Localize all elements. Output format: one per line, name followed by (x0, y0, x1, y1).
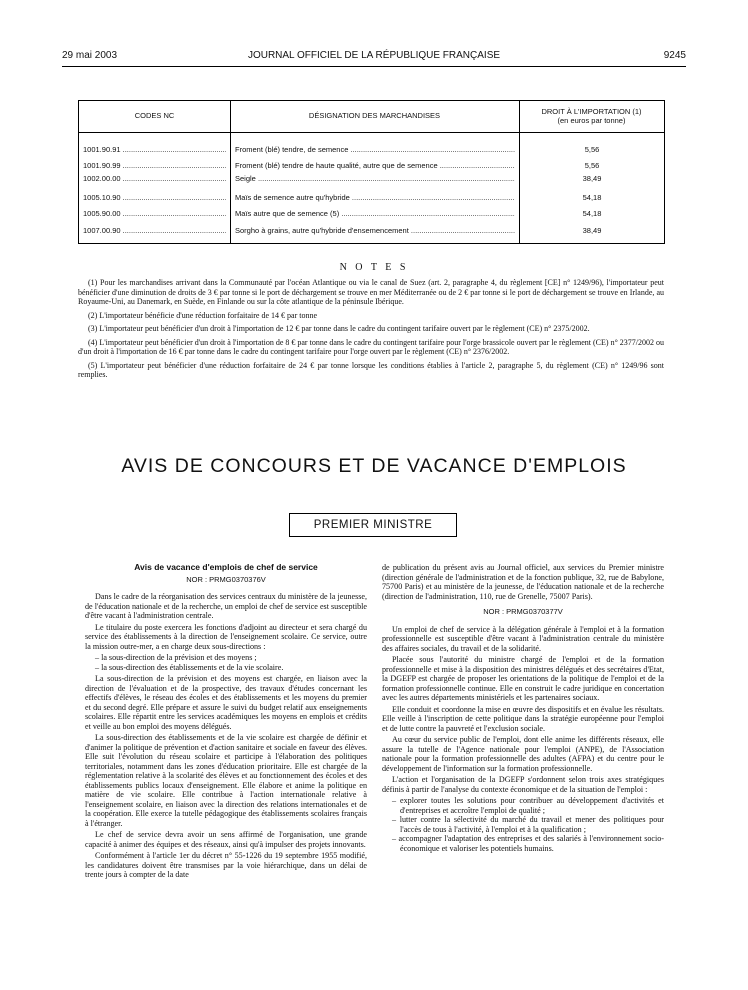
list-item: – lutter contre la sélectivité du marché du travail et mener des politiques pour l'accès de tous à l'activité, à l'emploi et à la qualification ; (392, 815, 664, 834)
page-header (62, 50, 686, 66)
col-header-codes: CODES NC (134, 111, 175, 120)
notes-body (78, 278, 664, 384)
header-journal-title: JOURNAL OFFICIEL DE LA RÉPUBLIQUE FRANÇAISE (247, 50, 501, 61)
cell-duty: 5,56 (584, 145, 600, 154)
list-item: – explorer toutes les solutions pour contribuer au développement d'activités et d'entreprises et accroître l'emploi de qualité ; (392, 796, 664, 815)
cell-designation: Sorgho à grains, autre qu'hybride d'ensemencement ..... (235, 226, 515, 235)
col-header-designation: DÉSIGNATION DES MARCHANDISES (308, 111, 441, 120)
cell-code: 1001.90.99 ..... (83, 161, 226, 170)
paragraph: La sous-direction de la prévision et des moyens est chargée, en liaison avec la direction de l'évaluation et de la prospective, des travaux d'études concernant les effectifs d'élèves, le réseau des écoles et des établissements et les moyens du premier et du second degré. Elle prépare et assure le suivi du budget relatif aux enseignements scolaires. Elle répartit entre les services académiques les moyens en emplois et crédits et veille au bon emploi des moyens délégués. (85, 674, 367, 731)
note-item: (2) L'importateur bénéficie d'une réduction forfaitaire de 14 € par tonne (88, 310, 318, 320)
cell-duty: 54,18 (582, 193, 602, 202)
cell-designation: Maïs autre que de semence (5) ..... (235, 209, 515, 218)
nor-reference: NOR : PRMG0370377V (483, 607, 563, 616)
paragraph: Un emploi de chef de service à la délégation générale à l'emploi et à la formation professionnelle est susceptible d'être vacant à l'administration centrale du ministère des affaires sociales, du travail et de la solidarité. (382, 624, 664, 653)
table-row (79, 145, 664, 158)
paragraph: La sous-direction des établissements et de la vie scolaire est chargée de définir et d'animer la politique de prévention et d'action sanitaire et sociale en faveur des élèves. Elle suit l'évolution du réseau scolaire et participe à l'élaboration des politiques territoriales, notamment dans les zones d'éducation prioritaire. Elle est chargée de la réglementation relative à la scolarité des élèves et au fonctionnement des écoles et des établissements publics locaux d'enseignement. Elle élabore et anime la politique en matière de vie scolaire. Elle contribue à l'action internationale relative à l'enseignement scolaire, en liaison avec la direction des relations internationales et de la coopération. Elle exerce la tutelle pédagogique des établissements scolaires français à l'étranger. (85, 733, 367, 828)
header-rule (62, 66, 686, 67)
cell-duty: 38,49 (582, 226, 602, 235)
note-item: (4) L'importateur peut bénéficier d'un droit à l'importation de 8 € par tonne dans le cadre du contingent tarifaire pour l'orge brassicole ouvert par le règlement (CE) n° 2377/2002 ou d'un droit à l'importation de 16 € par tonne dans le cadre du contingent tarifaire pour l'orge ouvert par le règlement (CE) n° 2376/2002. (78, 337, 664, 356)
paragraph: Elle conduit et coordonne la mise en œuvre des dispositifs et en évalue les résultats. Elle veille à l'inscription de cette politique dans la stratégie européenne pour l'emploi et de lutte contre la pauvreté et l'exclusion sociale. (382, 704, 664, 733)
note-item: (1) Pour les marchandises arrivant dans la Communauté par l'océan Atlantique ou via le canal de Suez (art. 2, paragraphe 4, du règlement [CE] n° 1249/96), l'importateur peut bénéficier d'une diminution de droits de 3 € par tonne si le port de déchargement se trouve en mer Méditerranée ou de 2 € par tonne si le port de déchargement se trouve en Irlande, au Royaume-Uni, au Danemark, en Suède, en Finlande ou sur la côte atlantique de la péninsule Ibérique. (78, 278, 664, 306)
cell-designation: Maïs de semence autre qu'hybride ..... (235, 193, 515, 202)
cell-duty: 38,49 (582, 174, 602, 183)
list-item: – la sous-direction de la prévision et des moyens ; (95, 653, 257, 662)
table-row (79, 209, 664, 222)
paragraph: de publication du présent avis au Journal officiel, aux services du Premier ministre (direction générale de l'administration et de la fonction publique, 32, rue de Babylone, 75700 Paris) et au ministère de la jeunesse, de l'éducation nationale et de la recherche (direction de l'administration, 110, rue de Grenelle, 75007 Paris). (382, 563, 664, 601)
tariff-table (78, 100, 665, 244)
table-row (79, 226, 664, 239)
cell-code: 1007.00.90 ..... (83, 226, 226, 235)
paragraph: Placée sous l'autorité du ministre chargé de l'emploi et de la formation professionnelle et mise à la disposition des ministres délégués et des secrétaires d'Etat, la DGEFP est chargée de proposer les orientations de la politique de l'emploi et de la formation professionnelle continue. Elle en construit le cadre juridique en concertation avec les autres départements ministériels et les partenaires sociaux. (382, 655, 664, 702)
left-column (85, 563, 367, 882)
header-page-number: 9245 (663, 50, 686, 61)
section-title: AVIS DE CONCOURS ET DE VACANCE D'EMPLOIS (121, 455, 627, 477)
cell-code: 1005.10.90 ..... (83, 193, 226, 202)
table-row (79, 193, 664, 206)
col-header-duty-line1: DROIT À L'IMPORTATION (1) (541, 107, 642, 116)
notes-title: N O T E S (339, 262, 409, 273)
note-item: (5) L'importateur peut bénéficier d'une réduction forfaitaire de 24 € par tonne lorsque les conditions établies à l'article 2, paragraphe 5, du règlement (CE) n° 1249/96 sont remplies. (78, 360, 664, 379)
nor-reference: NOR : PRMG0370376V (186, 574, 266, 584)
cell-duty: 54,18 (582, 209, 602, 218)
col-header-duty (519, 107, 664, 125)
article-heading: Avis de vacance d'emplois de chef de service (134, 562, 318, 572)
paragraph: Le titulaire du poste exercera les fonctions d'adjoint au directeur et sera chargé du service des établissements à la direction de l'enseignement scolaire. Ce service, outre la mission outre-mer, a en charge deux sous-directions : (85, 622, 367, 651)
paragraph: Le chef de service devra avoir un sens affirmé de l'organisation, une grande capacité à animer des équipes et des réseaux, ainsi qu'à impulser des projets innovants. (85, 830, 367, 849)
col-header-duty-line2: (en euros par tonne) (557, 116, 626, 125)
table-row (79, 161, 664, 174)
right-column (382, 563, 664, 853)
cell-code: 1005.90.00 ..... (83, 209, 226, 218)
cell-code: 1001.90.91 ..... (83, 145, 226, 154)
ministry-heading: PREMIER MINISTRE (289, 513, 457, 537)
paragraph: L'action et l'organisation de la DGEFP s'ordonnent selon trois axes stratégiques définis à partir de l'analyse du contexte économique et de la situation de l'emploi : (382, 775, 664, 794)
table-row (79, 174, 664, 187)
paragraph: Conformément à l'article 1er du décret n° 55-1226 du 19 septembre 1955 modifié, les candidatures doivent être transmises par la voie hiérarchique, dans un délai de trente jours à compter de la date (85, 851, 367, 879)
cell-designation: Froment (blé) tendre de haute qualité, autre que de semence ..... (235, 161, 515, 170)
header-divider (79, 132, 664, 133)
cell-code: 1002.00.00 ..... (83, 174, 226, 183)
note-item: (3) L'importateur peut bénéficier d'un droit à l'importation de 12 € par tonne dans le cadre du contingent tarifaire ouvert par le règlement (CE) n° 2375/2002. (88, 324, 590, 333)
list-item: – accompagner l'adaptation des entreprises et des salariés à l'environnement socio-économique et valoriser les potentiels humains. (392, 834, 664, 853)
paragraph: Au cœur du service public de l'emploi, dont elle anime les différents réseaux, elle assure la tutelle de l'Agence nationale pour l'emploi (ANPE), de l'Association nationale pour la formation professionnelle des adultes (AFPA) et du centre pour le développement de l'information sur la formation professionnelle. (382, 735, 664, 773)
cell-designation: Seigle ..... (235, 174, 515, 183)
cell-duty: 5,56 (584, 161, 600, 170)
header-date: 29 mai 2003 (62, 50, 118, 61)
cell-designation: Froment (blé) tendre, de semence ..... (235, 145, 515, 154)
list-item: – la sous-direction des établissements et de la vie scolaire. (95, 662, 284, 672)
paragraph: Dans le cadre de la réorganisation des services centraux du ministère de la jeunesse, de l'éducation nationale et de la recherche, un emploi de chef de service est susceptible d'être vacant à l'administration centrale. (85, 592, 367, 620)
